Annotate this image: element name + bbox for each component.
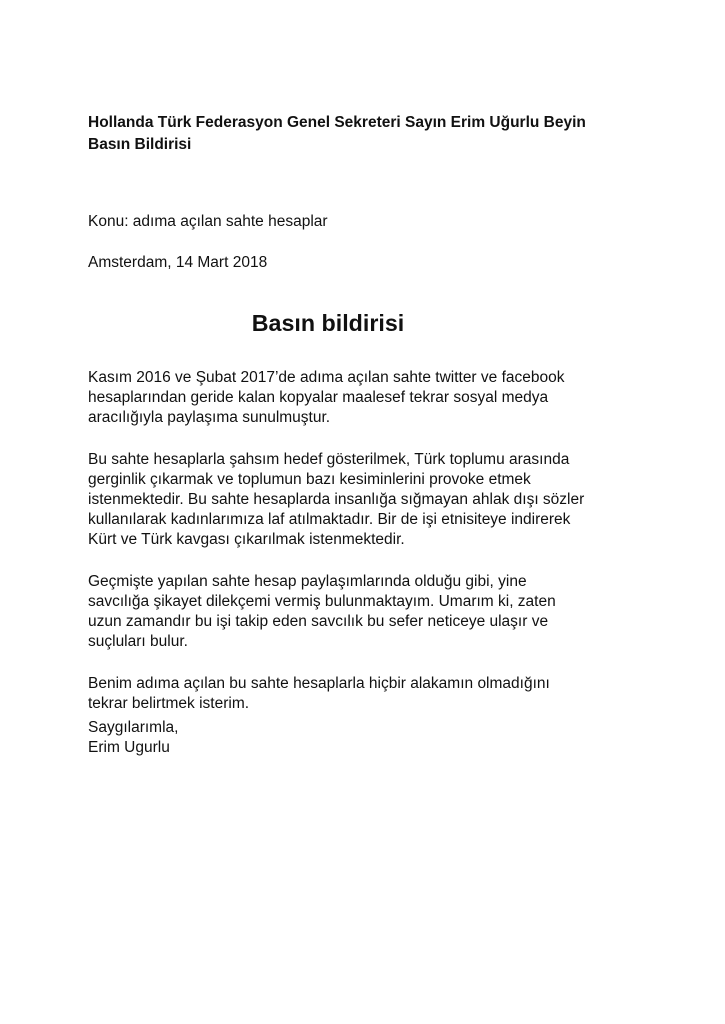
document-title xyxy=(88,112,658,156)
paragraph-line: Kasım 2016 ve Şubat 2017’de adıma açılan sahte twitter ve facebook xyxy=(88,369,565,386)
paragraph-1 xyxy=(88,368,658,428)
paragraph-line: hesaplarından geride kalan kopyalar maalesef tekrar sosyal medya xyxy=(88,389,549,406)
document-body xyxy=(88,368,658,736)
paragraph-line: kullanılarak kadınlarımıza laf atılmaktadır. Bir de işi etnisiteye indirerek xyxy=(88,511,571,528)
closing-salutation: Saygılarımla, xyxy=(88,719,179,736)
closing-block xyxy=(88,718,178,758)
paragraph-3 xyxy=(88,572,658,652)
paragraph-4 xyxy=(88,674,658,714)
title-line: Basın Bildirisi xyxy=(88,136,192,153)
paragraph-line: tekrar belirtmek isterim. xyxy=(88,695,250,712)
paragraph-line: savcılığa şikayet dilekçemi vermiş bulunmaktayım. Umarım ki, zaten xyxy=(88,593,556,610)
paragraph-line: Bu sahte hesaplarla şahsım hedef gösterilmek, Türk toplumu arasında xyxy=(88,451,570,468)
paragraph-line: istenmektedir. Bu sahte hesaplarda insanlığa sığmayan ahlak dışı sözler xyxy=(88,491,585,508)
paragraph-line: Geçmişte yapılan sahte hesap paylaşımlarında olduğu gibi, yine xyxy=(88,573,527,590)
document-content xyxy=(88,112,658,756)
section-heading: Basın bildirisi xyxy=(251,310,405,336)
subject-line: Konu: adıma açılan sahte hesaplar xyxy=(88,213,328,230)
paragraph-line: Kürt ve Türk kavgası çıkarılmak istenmektedir. xyxy=(88,531,405,548)
paragraph-line: gerginlik çıkarmak ve toplumun bazı kesiminlerini provoke etmek xyxy=(88,471,531,488)
paragraph-line: suçluları bulur. xyxy=(88,633,188,650)
paragraph-line: uzun zamandır bu işi takip eden savcılık bu sefer neticeye ulaşır ve xyxy=(88,613,549,630)
paragraph-2 xyxy=(88,450,658,550)
dateline: Amsterdam, 14 Mart 2018 xyxy=(88,254,268,271)
signature-name: Erim Ugurlu xyxy=(88,739,170,756)
title-line: Hollanda Türk Federasyon Genel Sekreteri Sayın Erim Uğurlu Beyin xyxy=(88,114,586,131)
paragraph-line: aracılığıyla paylaşıma sunulmuştur. xyxy=(88,409,331,426)
paragraph-line: Benim adıma açılan bu sahte hesaplarla hiçbir alakamın olmadığını xyxy=(88,675,550,692)
